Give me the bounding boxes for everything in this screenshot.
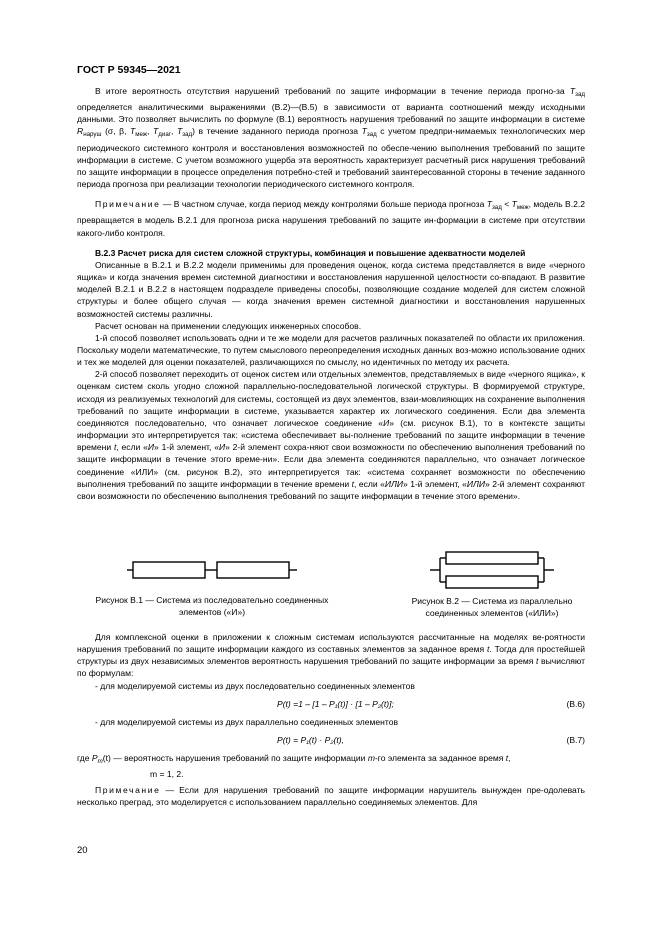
complex-estimation-paragraph: Для комплексной оценки в приложении к сложным системам используются рассчитанные на моделях ве-роятности нарушения требований по защите информации каждого из составных элементов за заданное время t. Тогда для простейшей структуры из двух независимых элементов вероятность нарушения требований по защите информации за время t вычисляют по формулам:: [77, 632, 585, 679]
where-definition: где $P_m(t)$ — вероятность нарушения требований по защите информации m-го элемента за заданное время t,: [77, 752, 511, 765]
figure-series-caption: Рисунок В.1 — Система из последовательно соединенных элементов («И»): [95, 595, 329, 617]
formula-b7: [77, 728, 585, 752]
section-paragraph-3: 1-й способ позволяет использовать одни и те же модели для расчетов различных показателей по области их приложения. Поскольку модели математические, то путем смыслового переопределения исходных данных воз-можно использование одних и тех же моделей для оценки показателей, различающихся по смыслу, но идентичных по методу их расчета.: [77, 332, 585, 368]
parallel-element-2: [446, 576, 538, 588]
section-paragraph-2: Расчет основан на применении следующих инженерных способов.: [95, 320, 362, 331]
series-element-2: [217, 562, 289, 578]
note-paragraph: Примечание — В частном случае, когда период между контролями больше периода прогноза $T_{зад} < T_{меж}$, модель В.2.2 превращается в модель В.2.1 для прогноза риска нарушения требований по защите ин-формации в системе при отсутствии какого-либо контроля.: [77, 199, 586, 238]
series-element-1: [133, 562, 205, 578]
series-diagram: [127, 555, 297, 585]
formula-b6-expression: P(t) =1 – [1 – P₁(t)] · [1 – P₂(t)];: [277, 698, 394, 709]
intro-paragraph: В итоге вероятность отсутствия нарушений требований по защите информации в течение периода прогно-за $T_{зад}$ определяется аналитическими выражениями (В.2)—(В.5) в зависимости от варианта соотношений между исходными данными. Это позволяет вычислить по формуле (В.1) вероятность нарушения требований по защите информации в системе $R_{наруш}$ (σ, β, $T_{меж}$, $T_{диаг}$, $T_{зад}$) в течение заданного периода прогноза $T_{зад}$ с учетом предпри-нимаемых технологических мер периодического системного контроля и восстановления возможностей по обеспе-чению выполнения требований по защите информации в системе. С учетом возможного ущерба эта вероятность характеризует расчетный риск нарушения требований по защите информации в процессе определения потребно-стей и требований заинтересованной стороны в течение заданного периода прогноза при реализации технологии периодического системного контроля.: [77, 86, 586, 190]
figures: [77, 555, 585, 625]
series-case-text: - для моделируемой системы из двух последовательно соединенных элементов: [95, 680, 415, 691]
page-header: ГОСТ Р 59345—2021: [77, 64, 181, 76]
formula-b7-expression: P(t) = P₁(t) · P₂(t),: [277, 734, 344, 745]
parallel-diagram: [430, 550, 554, 590]
page-number: 20: [77, 845, 88, 856]
section-heading: В.2.3 Расчет риска для систем сложной структуры, комбинация и повышение адекватности моделей: [95, 247, 526, 258]
formula-b7-number: (В.7): [566, 734, 585, 745]
formula-b6-number: (В.6): [566, 698, 585, 709]
formula-b6: [77, 692, 585, 716]
section-paragraph-1: Описанные в В.2.1 и В.2.2 модели применимы для проведения оценок, когда система представляется в виде «черного ящика» и когда значения времен системной диагностики и восстановления нарушенной целостности со-впадают. В развитие моделей В.2.1 и В.2.2 в настоящем подразделе приведены способы, позволяющие создание моделей для систем сложной структуры и более общего случая — когда значения времен системной диагностики и восстановления нарушенных возможностей системы различны.: [77, 259, 585, 319]
parallel-case-text: - для моделируемой системы из двух параллельно соединенных элементов: [95, 716, 398, 727]
m-values: m = 1, 2.: [150, 769, 184, 780]
figure-parallel: [397, 550, 587, 619]
figure-parallel-caption: Рисунок В.2 — Система из параллельно соединенных элементов («ИЛИ»): [411, 596, 573, 618]
figure-series: [77, 555, 347, 618]
after-figures: [77, 631, 585, 809]
main-content: [77, 85, 585, 502]
section-paragraph-4: 2-й способ позволяет переходить от оценок систем или отдельных элементов, представляемых в виде «черного ящика», к оценкам систем сколь угодно сложной параллельно-последовательной логической структуры. В формируемой структуре, исходя из реализуемых технологий для системы, состоящей из двух элементов, взаи-мовлияющих на сохранение выполнения требований по защите информации в системе, указывается характер их логического соединения. Если два элемента соединяются последовательно, что означает логическое соединение «И» (см. рисунок В.1), то в контексте защиты информации это интерпретируется так: «система обеспечивает вы-полнение требований по защите информации в течение времени t, если «И» 1-й элемент, «И» 2-й элемент сохра-няют свои возможности по обеспечению выполнения требований по защите информации в течение этого време-ни». Если два элемента соединяются параллельно, что означает логическое соединение «ИЛИ» (см. рисунок В.2), это интерпретируется так: «система сохраняет возможности по обеспечению выполнения требований по защите информации в течение времени t, если «ИЛИ» 1-й элемент, «ИЛИ» 2-й элемент сохраняют свои возможности по обеспечению выполнения требований по защите информации в течение этого времени».: [77, 369, 586, 501]
parallel-element-1: [446, 552, 538, 564]
final-note: Примечание — Если для нарушения требований по защите информации нарушитель вынужден пре-одолевать несколько преград, это моделируется с использованием параллельно соединяемых элементов. Для: [77, 785, 585, 808]
